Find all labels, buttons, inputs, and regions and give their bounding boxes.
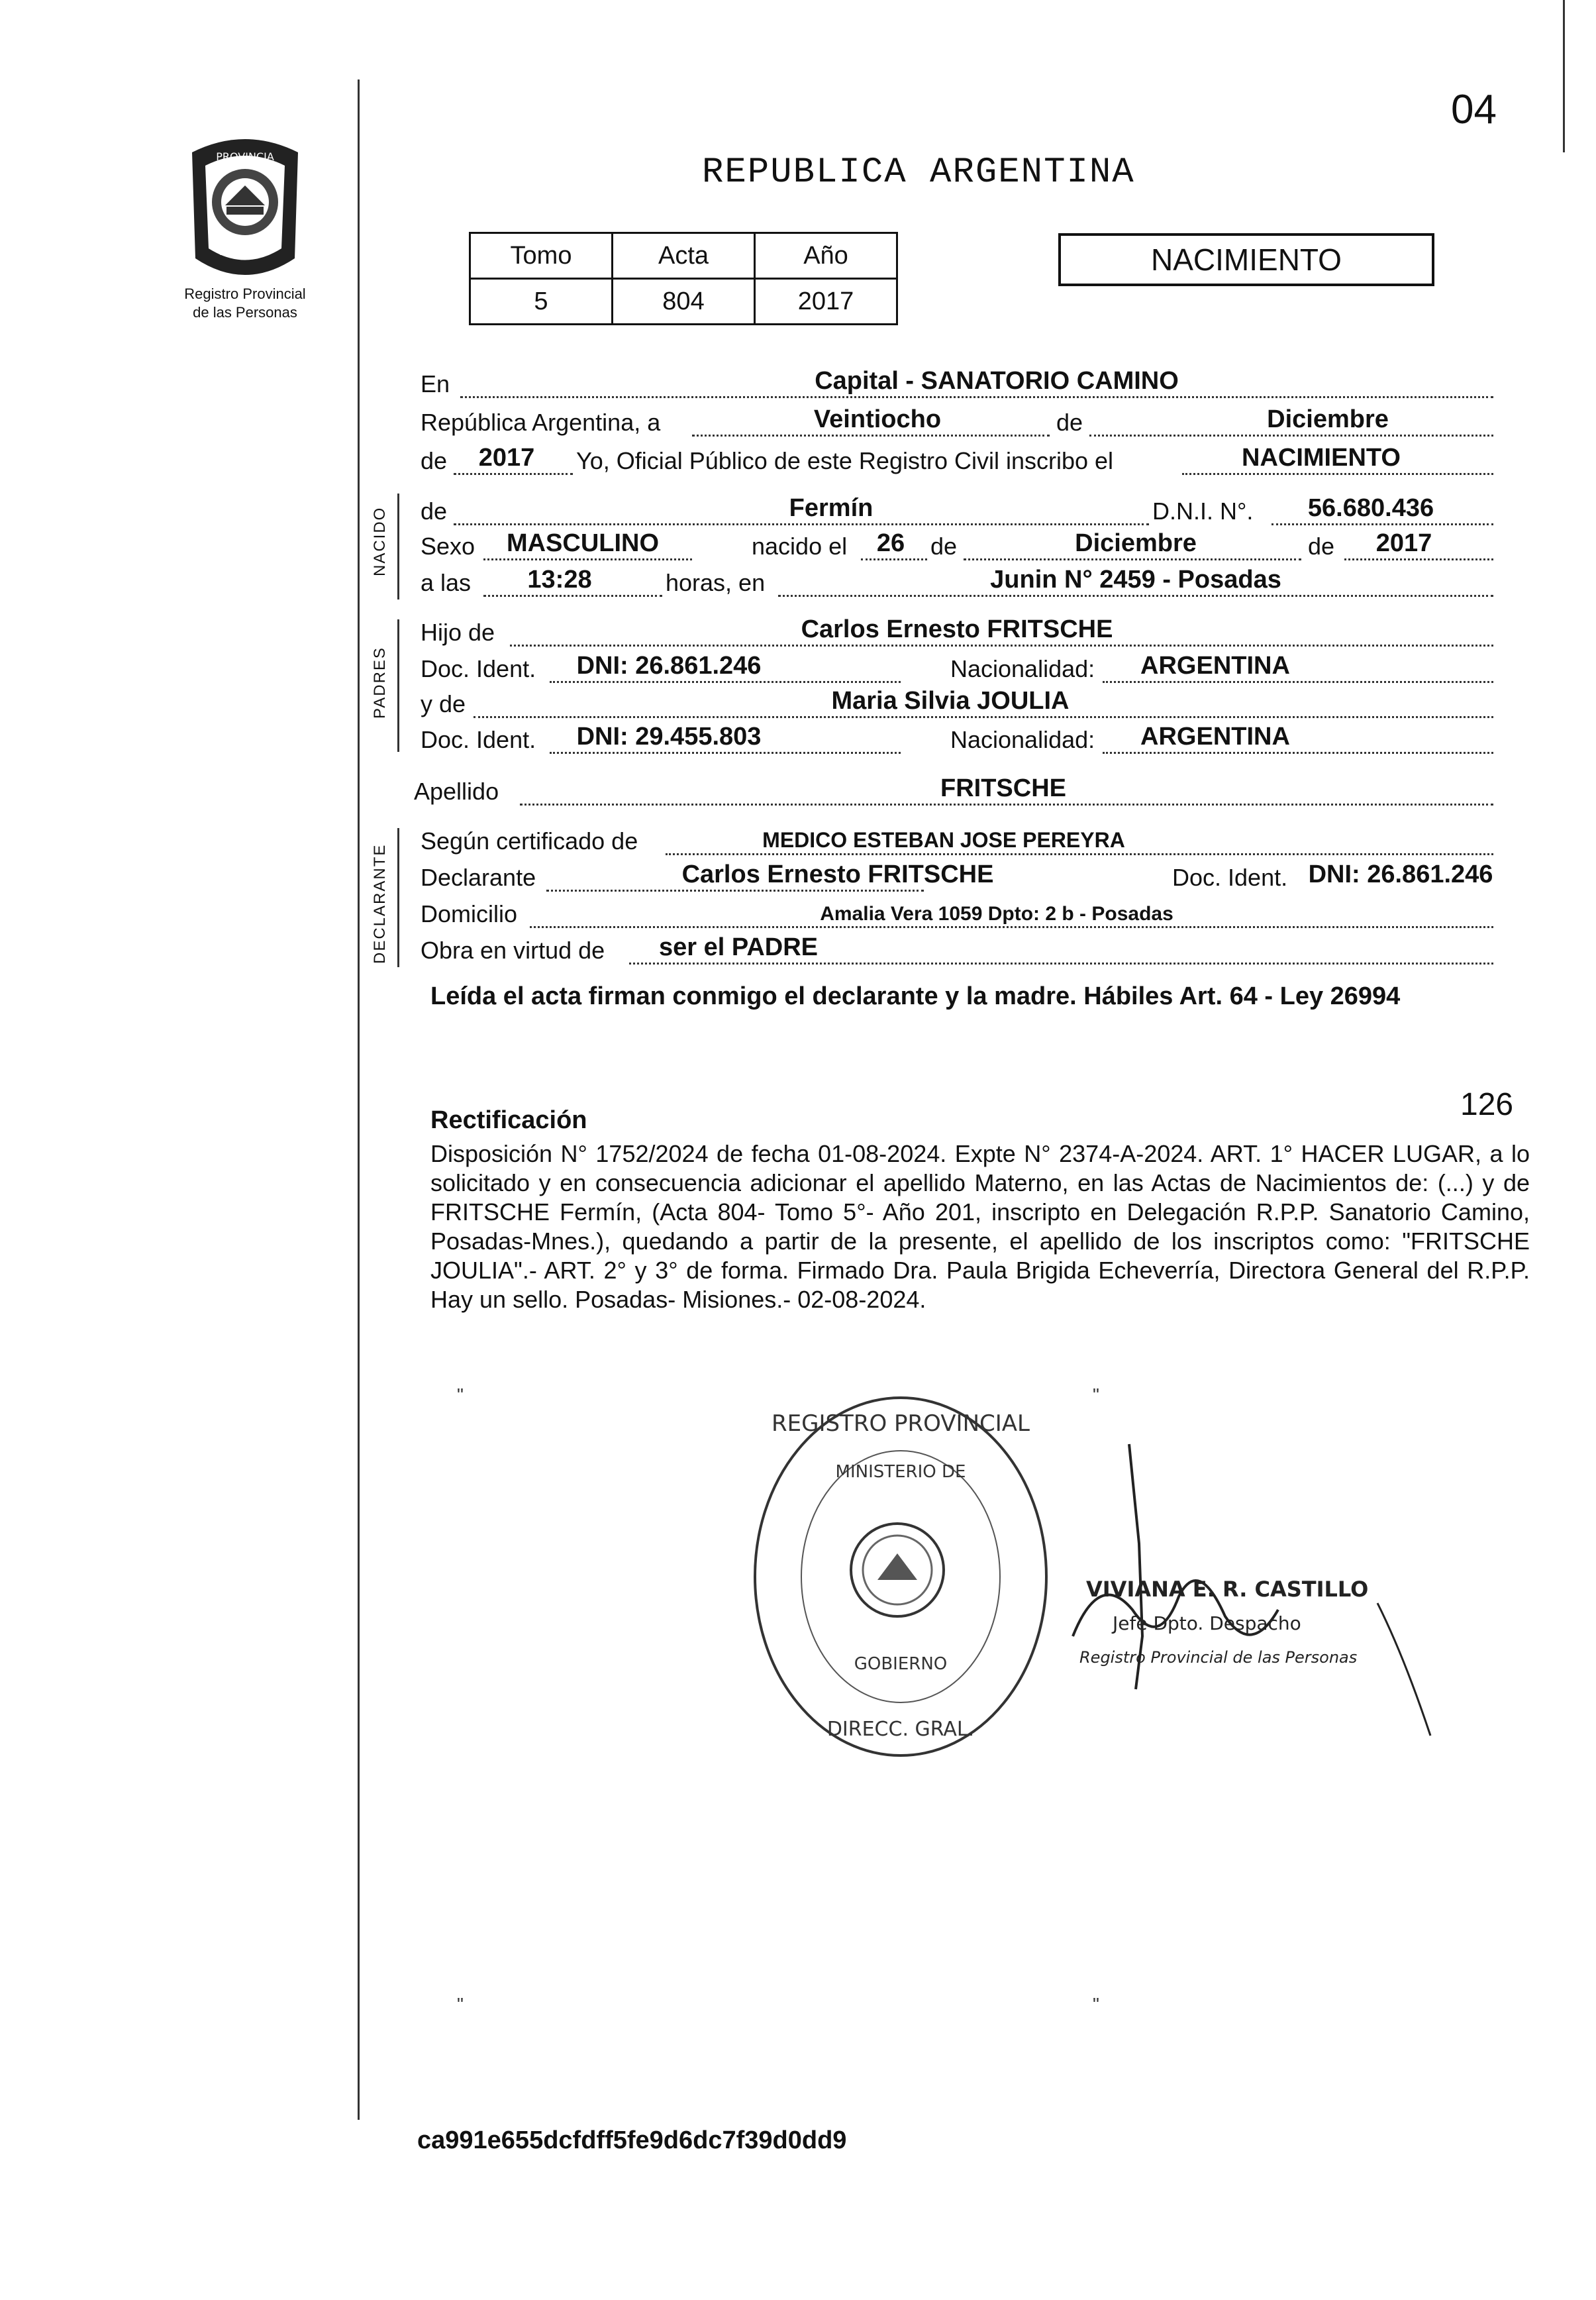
label-nacionalidad: Nacionalidad: xyxy=(950,726,1095,753)
svg-text:GOBIERNO: GOBIERNO xyxy=(854,1654,948,1674)
value-anio: 2017 xyxy=(755,279,897,325)
header-acta: Acta xyxy=(613,233,755,279)
document-title: REPUBLICA ARGENTINA xyxy=(702,152,1135,193)
dotted-line xyxy=(1182,473,1493,475)
label-certificado: Según certificado de xyxy=(421,827,638,855)
page-number: 04 xyxy=(1451,87,1497,132)
dotted-line xyxy=(483,595,662,597)
label-y-de: y de xyxy=(421,690,466,717)
rectificacion-number: 126 xyxy=(1460,1087,1514,1122)
value-nacido-dia: 26 xyxy=(876,529,905,557)
dotted-line xyxy=(460,396,1493,398)
misiones-emblem-icon xyxy=(179,132,311,285)
label-nacido-el: nacido el xyxy=(752,533,848,560)
dotted-line xyxy=(550,752,901,754)
dotted-line xyxy=(1103,752,1493,754)
value-certificado: MEDICO ESTEBAN JOSE PEREYRA xyxy=(762,828,1125,852)
dotted-line xyxy=(1272,523,1493,525)
dotted-line xyxy=(1089,435,1493,437)
value-nacido-mes: Diciembre xyxy=(1075,529,1197,557)
dotted-line xyxy=(629,963,1493,965)
row-nombre xyxy=(421,495,1493,531)
scan-mark: " xyxy=(457,1385,464,1405)
scan-mark: " xyxy=(457,1994,464,2014)
value-padre-doc: DNI: 26.861.246 xyxy=(576,652,762,680)
dotted-line xyxy=(692,435,1050,437)
value-sexo: MASCULINO xyxy=(506,529,660,557)
scan-mark: " xyxy=(1093,1385,1099,1405)
label-republica: República Argentina, a xyxy=(421,409,661,436)
row-hijo-de xyxy=(421,616,1493,652)
row-republica xyxy=(421,406,1493,442)
row-padre-doc xyxy=(421,653,1493,688)
svg-text:VIVIANA E. R. CASTILLO: VIVIANA E. R. CASTILLO xyxy=(1086,1577,1369,1602)
logo-label xyxy=(166,285,324,322)
label-doc-ident: Doc. Ident. xyxy=(421,655,536,682)
table-header-row xyxy=(470,233,897,279)
label-apellido: Apellido xyxy=(414,778,499,805)
label-hijo-de: Hijo de xyxy=(421,619,495,646)
svg-text:REGISTRO PROVINCIAL: REGISTRO PROVINCIAL xyxy=(771,1410,1030,1437)
value-dni: 56.680.436 xyxy=(1307,494,1434,522)
dotted-line xyxy=(474,716,1493,718)
header-tomo: Tomo xyxy=(470,233,613,279)
label-yo: Yo, Oficial Público de este Registro Civil inscribo el xyxy=(576,447,1114,474)
label-dni: D.N.I. N°. xyxy=(1152,497,1254,525)
label-nombre-de: de xyxy=(421,497,448,525)
svg-text:Jefe Dpto. Despacho: Jefe Dpto. Despacho xyxy=(1113,1612,1301,1634)
label-obra: Obra en virtud de xyxy=(421,937,605,964)
value-declarante: Carlos Ernesto FRITSCHE xyxy=(681,861,994,888)
scan-mark: " xyxy=(1093,1994,1099,2014)
record-type-box: NACIMIENTO xyxy=(1058,233,1434,286)
dotted-line xyxy=(964,558,1301,560)
value-domicilio: Amalia Vera 1059 Dpto: 2 b - Posadas xyxy=(820,903,1173,925)
dotted-line xyxy=(520,804,1493,806)
label-nacionalidad: Nacionalidad: xyxy=(950,655,1095,682)
section-bar-padres xyxy=(397,619,399,752)
row-sexo xyxy=(421,530,1493,566)
document-hash: ca991e655dcfdff5fe9d6dc7f39d0dd9 xyxy=(417,2126,847,2154)
value-madre-doc: DNI: 29.455.803 xyxy=(576,723,762,751)
value-madre-nacionalidad: ARGENTINA xyxy=(1140,723,1290,751)
svg-text:MINISTERIO DE: MINISTERIO DE xyxy=(835,1462,966,1482)
row-certificado xyxy=(421,825,1493,861)
svg-text:Registro Provincial de las Per: Registro Provincial de las Personas xyxy=(1079,1648,1358,1667)
row-hora xyxy=(421,566,1493,602)
logo-label-line2: de las Personas xyxy=(193,304,297,321)
value-nacido-anio: 2017 xyxy=(1375,529,1432,557)
row-obra xyxy=(421,934,1493,970)
row-declarante xyxy=(421,861,1493,897)
dotted-line xyxy=(861,558,927,560)
dotted-line xyxy=(546,890,924,892)
label-de-anio: de xyxy=(421,447,448,474)
svg-text:MISIONES: MISIONES xyxy=(219,245,272,258)
label-declarante: Declarante xyxy=(421,864,536,891)
table-value-row xyxy=(470,279,897,325)
dotted-line xyxy=(454,473,573,475)
dotted-line xyxy=(454,523,1149,525)
left-margin-line xyxy=(358,79,360,2120)
svg-text:PROVINCIA: PROVINCIA xyxy=(216,150,274,163)
registry-seal-icon xyxy=(748,1391,1053,1762)
row-madre-doc xyxy=(421,723,1493,759)
value-acta: 804 xyxy=(613,279,755,325)
dotted-line xyxy=(510,645,1493,647)
dotted-line xyxy=(778,595,1493,597)
signature-icon xyxy=(1060,1438,1470,1755)
leida-statement: Leída el acta firman conmigo el declarante y la madre. Hábiles Art. 64 - Ley 26994 xyxy=(430,982,1401,1010)
value-dia: Veintiocho xyxy=(813,405,942,433)
value-anio-inscripcion: 2017 xyxy=(478,444,535,472)
dotted-line xyxy=(483,558,692,560)
value-declarante-doc: DNI: 26.861.246 xyxy=(1308,861,1493,888)
dotted-line xyxy=(550,681,901,683)
row-yo xyxy=(421,444,1493,480)
row-apellido xyxy=(414,775,1487,811)
value-madre: Maria Silvia JOULIA xyxy=(831,687,1070,715)
label-nacido-de2: de xyxy=(1308,533,1335,560)
svg-text:DIRECC. GRAL.: DIRECC. GRAL. xyxy=(826,1718,975,1741)
value-padre-nacionalidad: ARGENTINA xyxy=(1140,652,1290,680)
value-padre: Carlos Ernesto FRITSCHE xyxy=(801,615,1113,643)
value-nombre: Fermín xyxy=(789,494,873,522)
label-sexo: Sexo xyxy=(421,533,475,560)
value-hora: 13:28 xyxy=(527,566,592,594)
label-nacido-de: de xyxy=(930,533,958,560)
value-lugar-nacimiento: Junin N° 2459 - Posadas xyxy=(990,566,1281,594)
value-obra: ser el PADRE xyxy=(658,933,819,961)
label-a-las: a las xyxy=(421,569,472,596)
value-apellido: FRITSCHE xyxy=(940,774,1066,802)
side-label-declarante: DECLARANTE xyxy=(371,843,389,964)
dotted-line xyxy=(666,853,1493,855)
label-declarante-doc: Doc. Ident. xyxy=(1172,864,1288,891)
section-bar-nacido xyxy=(397,494,399,600)
tomo-acta-table xyxy=(469,232,898,325)
right-edge-mark xyxy=(1563,0,1565,152)
row-y-de xyxy=(421,688,1493,723)
row-en xyxy=(421,368,1493,403)
dotted-line xyxy=(1344,558,1493,560)
dotted-line xyxy=(530,926,1493,928)
value-mes: Diciembre xyxy=(1267,405,1389,433)
header-anio: Año xyxy=(755,233,897,279)
side-label-padres: PADRES xyxy=(371,647,389,719)
label-de: de xyxy=(1056,409,1083,436)
label-domicilio: Domicilio xyxy=(421,900,518,927)
label-horas-en: horas, en xyxy=(666,569,766,596)
label-doc-ident: Doc. Ident. xyxy=(421,726,536,753)
rectificacion-title: Rectificación xyxy=(430,1106,587,1134)
rectificacion-body: Disposición N° 1752/2024 de fecha 01-08-2024. Expte N° 2374-A-2024. ART. 1° HACER LUGAR, a lo solicitado y en consecuencia adicionar el apellido Materno, en las Actas de Nacimientos de: (...) y de FRITSCHE Fermín, (Acta 804- Tomo 5°- Año 201, inscripto en Delegación R.P.P. Sanatorio Camino, Posadas-Mnes.), quedando a partir de la presente, el apellido de los inscriptos como: "FRITSCHE JOULIA".- ART. 2° y 3° de forma. Firmado Dra. Paula Brigida Echeverría, Directora General del R.P.P. Hay un sello. Posadas- Misiones.- 02-08-2024. xyxy=(430,1140,1530,1313)
dotted-line xyxy=(1103,681,1493,683)
side-label-nacido: NACIDO xyxy=(371,506,389,576)
row-domicilio xyxy=(421,898,1493,933)
section-bar-declarante xyxy=(397,828,399,967)
value-lugar-inscripcion: Capital - SANATORIO CAMINO xyxy=(815,367,1179,395)
label-en: En xyxy=(421,370,450,397)
value-tomo: 5 xyxy=(470,279,613,325)
logo-label-line1: Registro Provincial xyxy=(184,286,306,302)
value-inscribo: NACIMIENTO xyxy=(1242,444,1401,472)
